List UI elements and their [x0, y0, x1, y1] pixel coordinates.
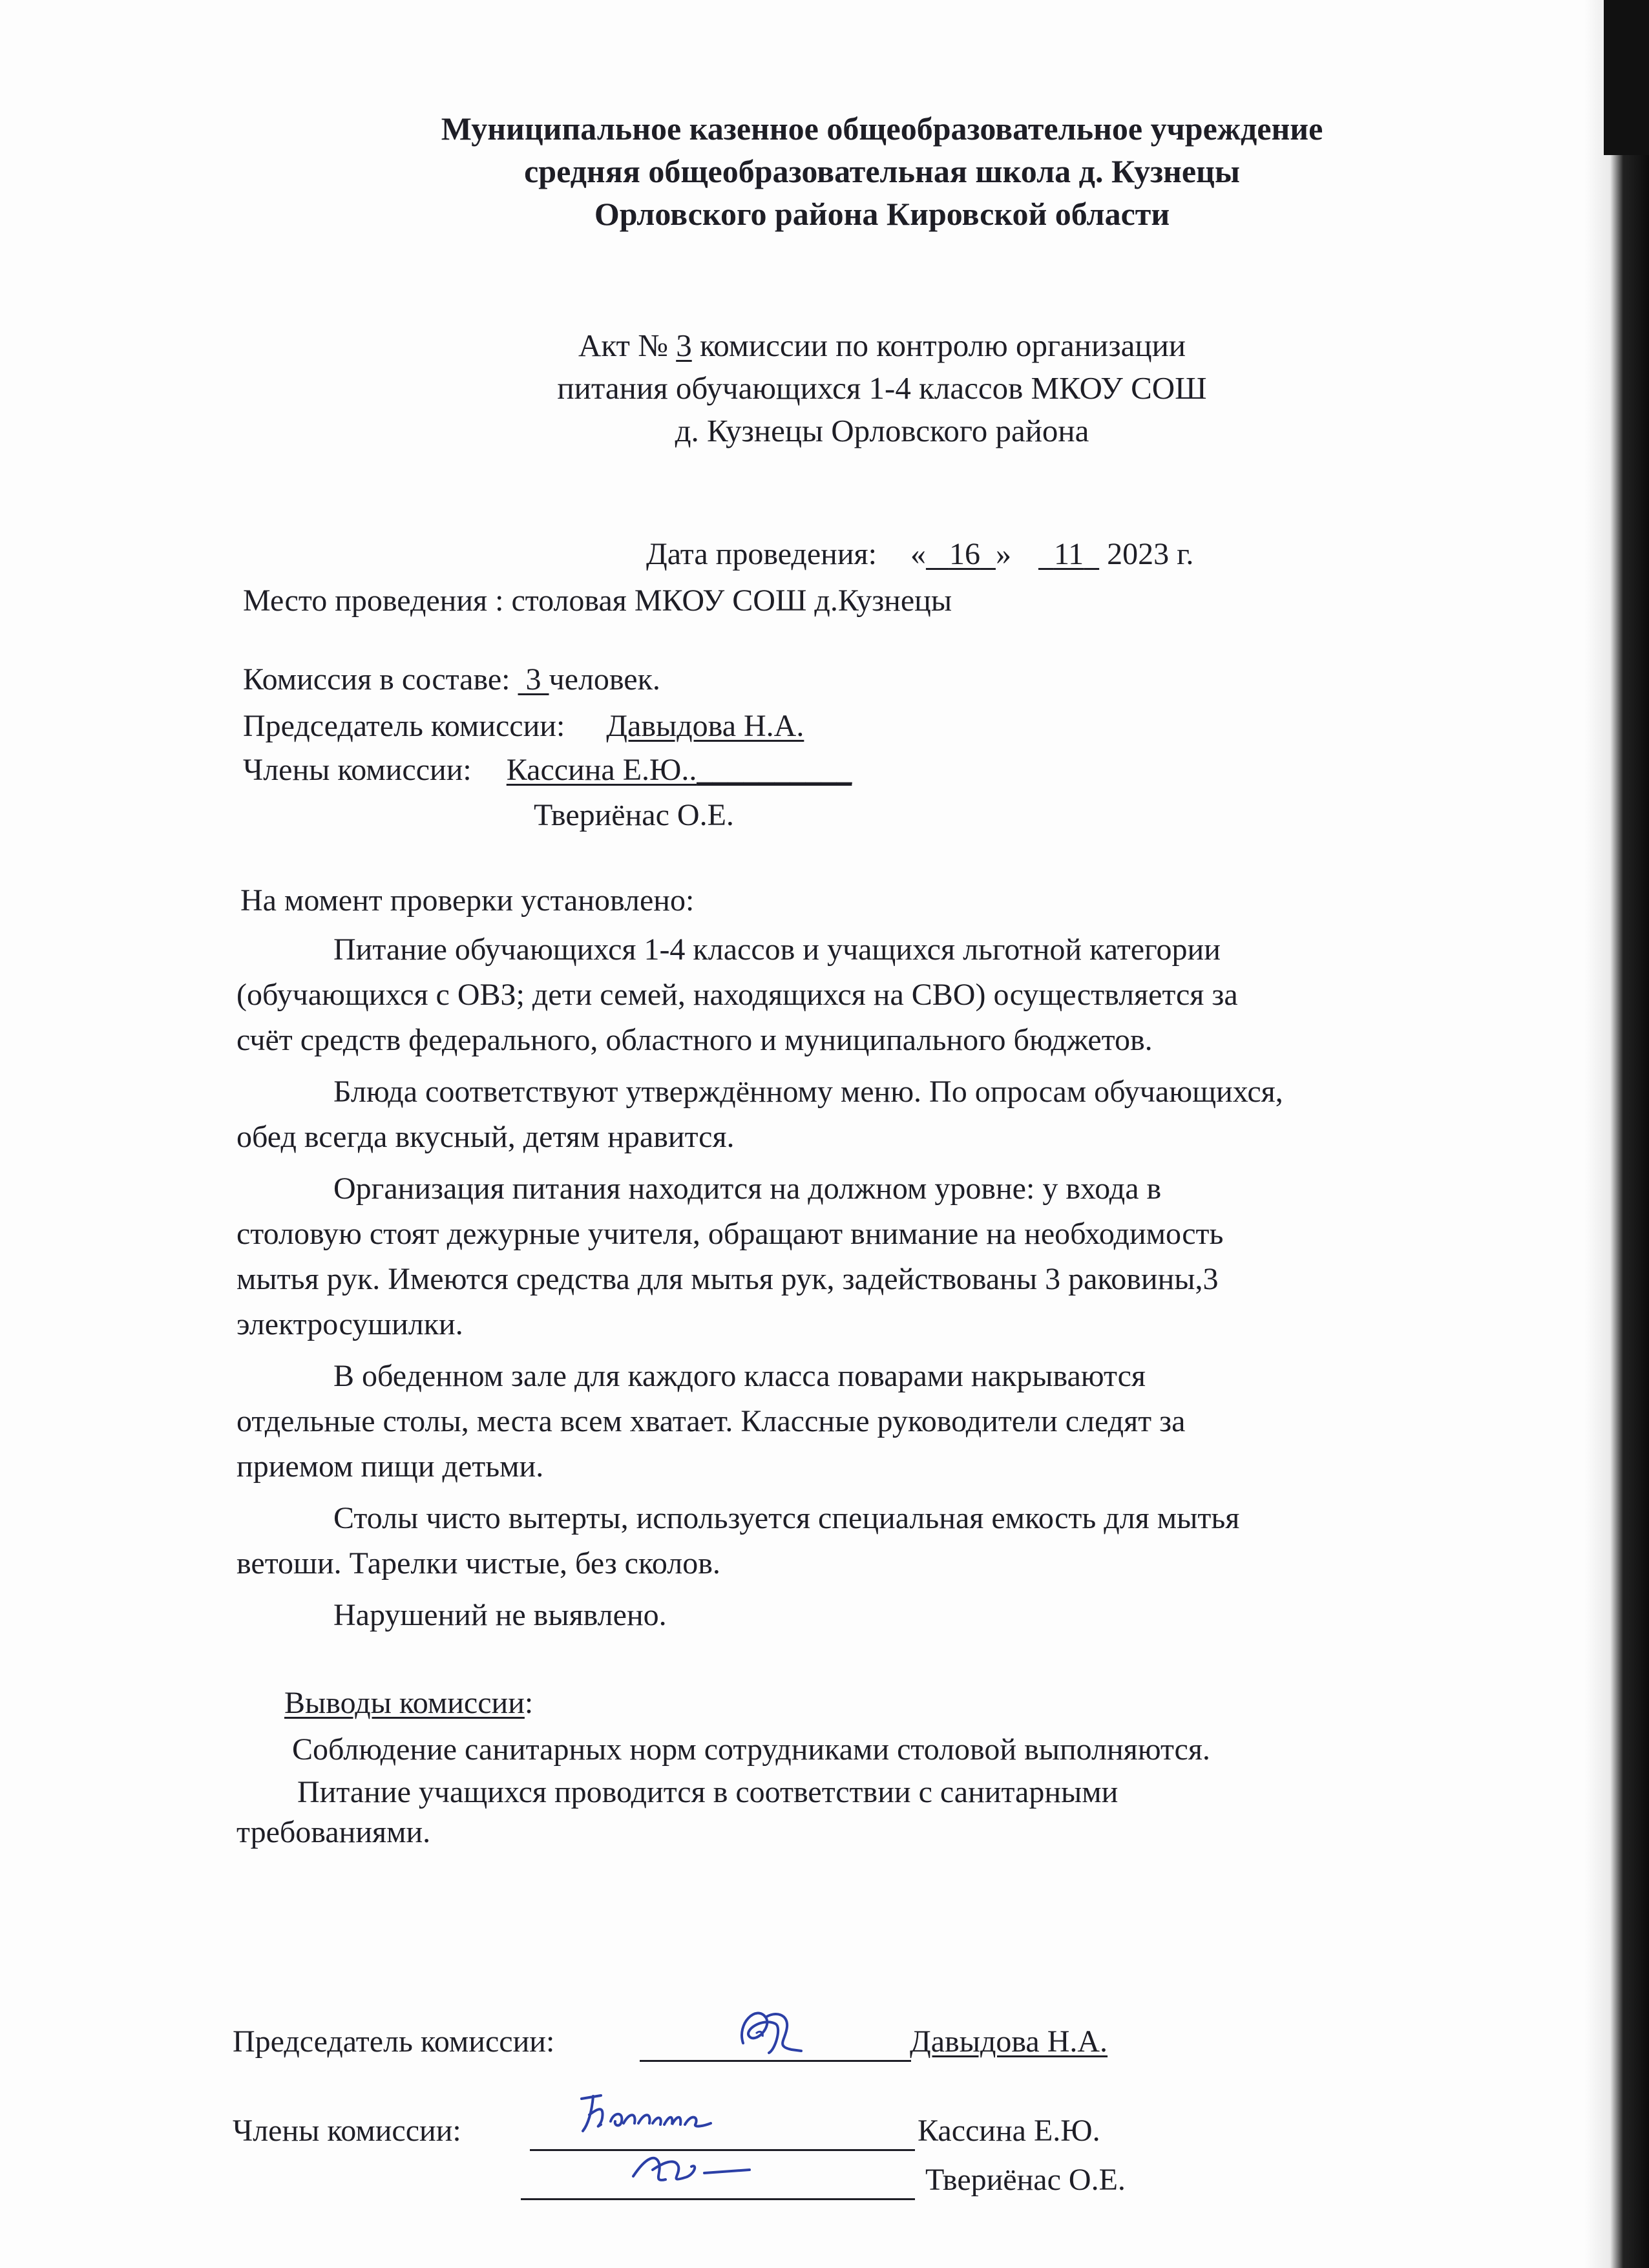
- act-title-line-3: д. Кузнецы Орловского района: [675, 413, 1089, 448]
- sig-member-2-name: Твериёнас О.Е.: [925, 2163, 1126, 2197]
- sig-chair-label: Председатель комиссии:: [233, 2024, 555, 2059]
- sig-chair-name: Давыдова Н.А.: [910, 2024, 1108, 2059]
- chair-signature: [730, 1998, 808, 2074]
- sig-members-label: Члены комиссии:: [233, 2114, 461, 2148]
- findings-p1-l3: счёт средств федерального, областного и муниципального бюджетов.: [236, 1023, 1153, 1057]
- chair-name: Давыдова Н.А.: [606, 709, 804, 743]
- header-line-1: Муниципальное казенное общеобразовательное учреждение: [441, 110, 1323, 147]
- header-line-2: средняя общеобразовательная школа д. Кузнецы: [524, 153, 1240, 189]
- findings-p3-l4: электросушилки.: [236, 1307, 463, 1341]
- members-line: Члены комиссии: Кассина Е.Ю..__________: [243, 753, 852, 787]
- act-title-line-2: питания обучающихся 1-4 классов МКОУ СОШ: [557, 370, 1207, 406]
- date-year: 2023 г.: [1107, 537, 1194, 571]
- findings-p4-l3: приемом пищи детьми.: [236, 1449, 544, 1484]
- act-title: [0, 324, 1649, 452]
- place-line: Место проведения : столовая МКОУ СОШ д.Кузнецы: [243, 583, 952, 618]
- date-close-quote: »: [995, 537, 1011, 571]
- date-day: 16: [949, 537, 980, 571]
- member-2-name: Твериёнас О.Е.: [534, 798, 734, 832]
- findings-p3-l3: мытья рук. Имеются средства для мытья рук, задействованы 3 раковины,3: [236, 1262, 1219, 1296]
- commission-size-value: 3: [525, 662, 541, 697]
- act-number: 3: [676, 328, 692, 363]
- findings-p1-l2: (обучающихся с ОВЗ; дети семей, находящихся на СВО) осуществляется за: [236, 978, 1238, 1012]
- date-line: [646, 534, 1193, 575]
- findings-p3-l2: столовую стоят дежурные учителя, обращают внимание на необходимость: [236, 1217, 1224, 1251]
- conclusions-heading: Выводы комиссии:: [284, 1686, 534, 1720]
- findings-p3-l1: Организация питания находится на должном уровне: у входа в: [333, 1171, 1162, 1206]
- commission-size-line: Комиссия в составе: 3 человек.: [243, 662, 660, 697]
- findings-p4-l1: В обеденном зале для каждого класса поварами накрываются: [333, 1359, 1146, 1393]
- sig-member-1-name: Кассина Е.Ю.: [918, 2114, 1100, 2148]
- chair-line: Председатель комиссии: Давыдова Н.А.: [243, 709, 804, 743]
- conclusions-l1: Соблюдение санитарных норм сотрудниками столовой выполняются.: [292, 1732, 1210, 1767]
- date-open-quote: «: [910, 537, 926, 571]
- conclusions-l3: требованиями.: [236, 1815, 431, 1849]
- findings-p2-l1: Блюда соответствуют утверждённому меню. По опросам обучающихся,: [333, 1075, 1283, 1109]
- findings-p2-l2: обед всегда вкусный, детям нравится.: [236, 1120, 735, 1154]
- act-title-line-1: Акт № 3 комиссии по контролю организации: [578, 328, 1186, 363]
- institution-header: [0, 107, 1649, 235]
- header-line-3: Орловского района Кировской области: [594, 196, 1170, 232]
- date-month: 11: [1053, 537, 1084, 571]
- date-label: Дата проведения:: [646, 537, 877, 571]
- findings-p5-l2: ветоши. Тарелки чистые, без сколов.: [236, 1546, 720, 1580]
- member-1-name: Кассина Е.Ю..__________: [506, 753, 852, 787]
- findings-p4-l2: отдельные столы, места всем хватает. Классные руководители следят за: [236, 1404, 1186, 1438]
- conclusions-l2: Питание учащихся проводится в соответствии с санитарными: [297, 1775, 1119, 1809]
- member-2-signature: [620, 2144, 769, 2207]
- findings-heading: На момент проверки установлено:: [240, 883, 695, 918]
- findings-p6-l1: Нарушений не выявлено.: [333, 1598, 667, 1632]
- findings-p1-l1: Питание обучающихся 1-4 классов и учащихся льготной категории: [333, 932, 1221, 967]
- findings-p5-l1: Столы чисто вытерты, используется специальная емкость для мытья: [333, 1501, 1240, 1535]
